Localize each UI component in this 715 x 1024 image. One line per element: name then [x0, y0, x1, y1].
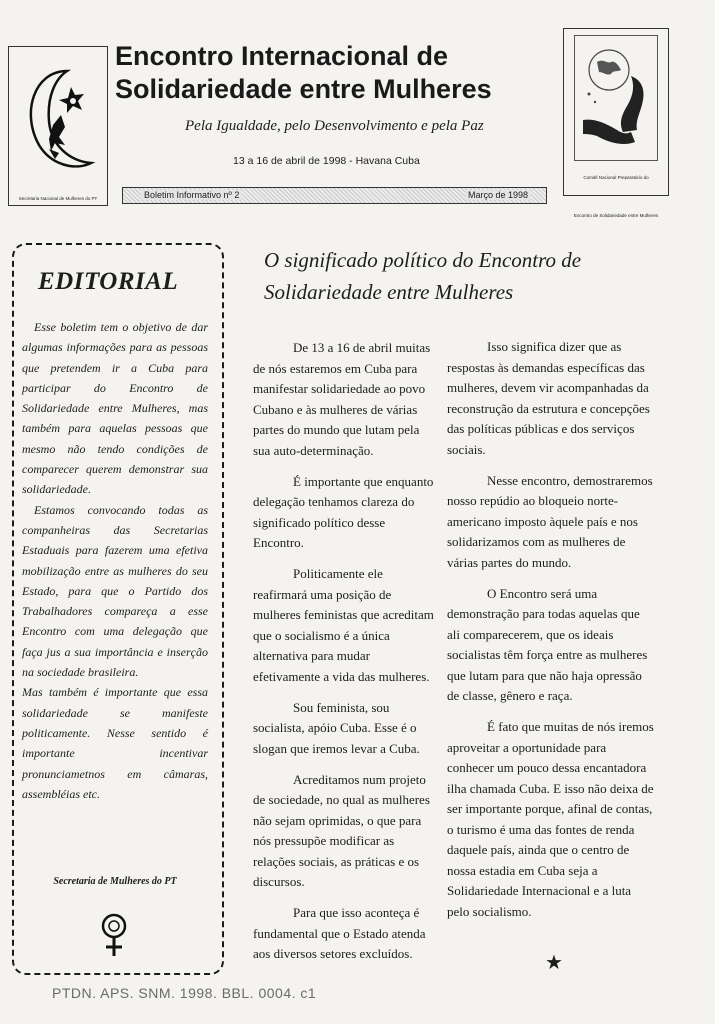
editorial-text — [22, 317, 208, 804]
article-title: O significado político do Encontro de Solidariedade entre Mulheres — [264, 248, 582, 304]
article-paragraph: Para que isso aconteça é fundamental que o Estado atenda aos diversos setores excluídos. — [253, 905, 426, 961]
right-logo — [563, 28, 669, 218]
archive-note: PTDN. APS. SNM. 1998. BBL. 0004. c1 — [52, 985, 317, 1001]
right-logo-frame — [574, 35, 658, 161]
page-title: Encontro Internacional de Solidariedade entre Mulheres — [115, 41, 492, 104]
article-paragraph: De 13 a 16 de abril muitas de nós estaremos em Cuba para manifestar solidariedade ao povo Cubano e às mulheres de várias partes do mundo que lutam pela sua auto-determinação. — [253, 340, 431, 458]
editorial-paragraph: Estamos convocando todas as companheiras das Secretarias Estaduais para fazerem uma efetiva mobilização entre as mulheres do seu Estado, para que o Partido dos Trabalhadores compareça a esse Encontro com uma delegação que faça jus a sua importância e inserção na sociedade brasileira. — [22, 502, 208, 680]
article-paragraph: É fato que muitas de nós iremos aproveitar a oportunidade para conhecer um pouco dessa encantadora ilha chamada Cuba. E isso não deixa de ser importante porque, afinal de contas, o turismo é uma das fontes de renda daquele país, ainda que o centro de nossa estadia em Cuba seja a Solidariedade Internacional e a luta pelo socialismo. — [447, 719, 654, 919]
article-paragraph: Isso significa dizer que as respostas às demandas específicas das mulheres, devem vir acompanhadas da reconstrução da estrutura e concepções das políticas públicas e dos serviços sociais. — [447, 339, 650, 457]
bulletin-number: Boletim Informativo nº 2 — [141, 190, 242, 200]
right-logo-caption-1: Comitê Nacional Preparatório do — [583, 175, 649, 180]
moon-star-logo-icon — [9, 53, 106, 193]
article-paragraph: Acreditamos num projeto de sociedade, no qual as mulheres não sejam oprimidas, o que para nós pressupõe modificar as relações sociais, as práticas e os discursos. — [253, 771, 430, 889]
article-column-2 — [447, 337, 655, 933]
article-paragraph: Sou feminista, sou socialista, apóio Cuba. Esse é o slogan que iremos levar a Cuba. — [253, 699, 420, 756]
article-paragraph: É importante que enquanto delegação tenhamos clareza do significado político desse Encontro. — [253, 473, 434, 550]
article-column-1 — [253, 338, 439, 975]
end-star-icon: ★ — [545, 952, 563, 974]
event-dates: 13 a 16 de abril de 1998 - Havana Cuba — [233, 155, 420, 167]
editorial-heading: EDITORIAL — [38, 268, 179, 295]
article-paragraph: Politicamente ele reafirmará uma posição de mulheres feministas que acreditam que o socialismo é a única alternativa para mudar efetivamente a vida das mulheres. — [253, 566, 434, 684]
article-paragraph: Nesse encontro, demostraremos nosso repúdio ao bloqueio norte-americano imposto àquele país e nos solidarizamos com as mulheres de várias partes do mundo. — [447, 472, 653, 570]
editorial-paragraph: Mas também é importante que essa solidariedade se manifeste politicamente. Nesse sentido é importante incentivar pronunciametnos em câmaras, assembléias etc. — [22, 685, 208, 801]
bulletin-date: Março de 1998 — [465, 190, 531, 200]
left-logo — [8, 46, 108, 206]
article-paragraph: O Encontro será uma demonstração para todas aquelas que ali comparecerem, que os ideais socialistas têm força entre as mulheres que lutam para que não haja opressão de classe, gênero e raça. — [447, 585, 648, 703]
bulletin-band — [122, 187, 547, 204]
venus-symbol-icon — [97, 912, 131, 963]
editorial-paragraph: Esse boletim tem o objetivo de dar algumas informações para as pessoas que pretendem ir a Cuba para participar do Encontro de Solidariedade entre Mulheres, mas também para aquelas pessoas que mesmo não tendo condições de comparecer querem demonstrar sua solidariedade. — [22, 320, 208, 497]
left-logo-caption: Secretaria Nacional de Mulheres do PT — [18, 196, 98, 201]
right-logo-caption-2: Encontro de Solidariedade entre Mulheres — [573, 213, 659, 218]
editorial-signature: Secretaria de Mulheres do PT — [53, 876, 177, 887]
globe-hands-logo-icon — [575, 36, 657, 160]
subtitle: Pela Igualdade, pelo Desenvolvimento e pela Paz — [185, 118, 484, 134]
